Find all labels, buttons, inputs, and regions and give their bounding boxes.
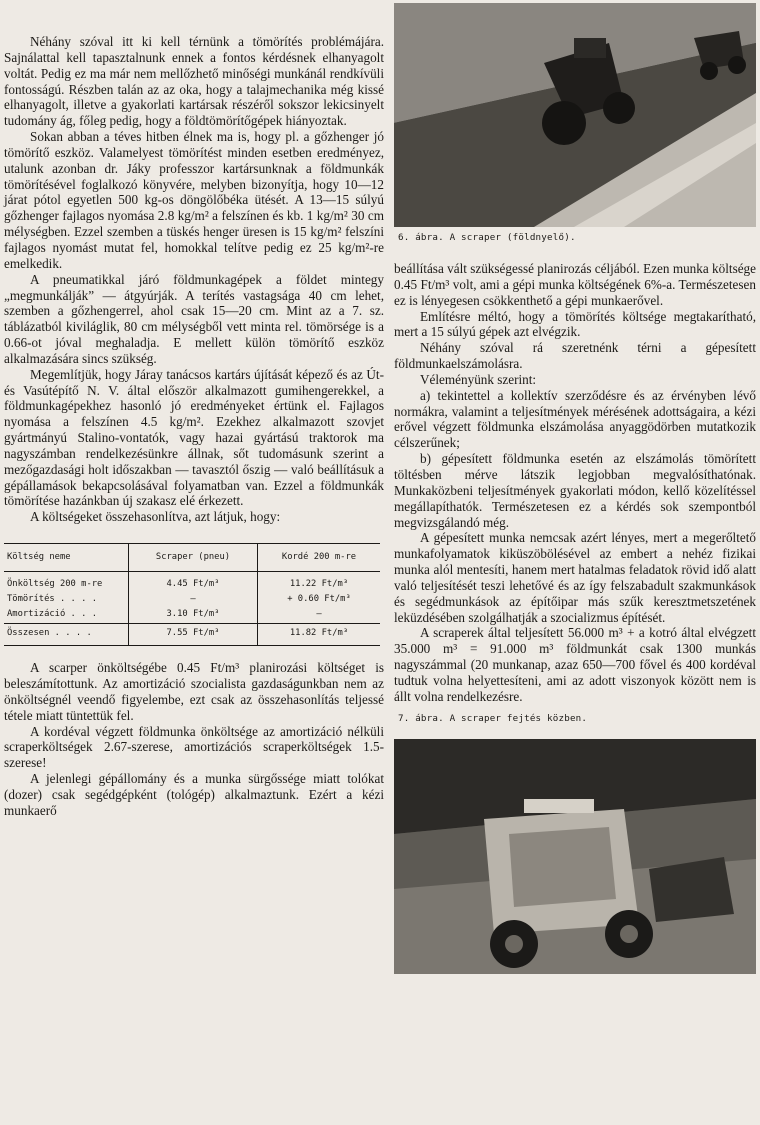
table-cell: 7.55 Ft/m³ <box>129 624 258 646</box>
table-row <box>4 608 380 624</box>
table-cell: Önköltség 200 m-re <box>4 572 129 594</box>
scraper-working-photo-image <box>394 739 756 974</box>
paragraph: A scarper önköltségébe 0.45 Ft/m³ planirozási költséget is beleszámítottunk. Az amortizáció szocialista gazdaságunkban nem az önköltségnél veendő figyelembe, ezt csak az összehasonlítás teljessé tétele miatt tüntettük fel. <box>4 660 384 723</box>
figure-7-caption: 7. ábra. A scraper fejtés közben. <box>398 712 588 724</box>
paragraph: Véleményünk szerint: <box>420 371 537 387</box>
paragraph: Néhány szóval itt ki kell térnünk a tömörítés problémájára. Sajnálattal kell tapasztalnunk ennek a fontos kérdésnek elhanyagolt voltát. Pedig ez ma már nem mellőzhető minőségi munkánál rendkívüli fontosságú. Részben talán az az oka, hogy a talajmechanika még kissé elhanyagolt, illetve a gyakorlati kartársak részéről sokszor lekicsinyelt tudomány ág, főleg pedig, hogy a földtömörítőgépek hiányoztak. <box>4 34 384 129</box>
table-cell: Amortizáció . . . <box>4 608 129 624</box>
scraper-photo-image <box>394 3 756 227</box>
table-cell: + 0.60 Ft/m³ <box>287 594 351 605</box>
paragraph: A kordéval végzett földmunka önköltsége az amortizáció nélküli scraperköltségek 2.67-szerese, amortizációs scraperköltségek 1.5-szerese! <box>4 723 384 771</box>
left-column <box>4 0 384 819</box>
paragraph: Sokan abban a téves hitben élnek ma is, hogy pl. a gőzhenger jó tömörítő eszköz. Valamelyest tömörítést minden esetben eredményez, utalunk azonban dr. Jáky professzor kartársunknak a földmunkák tömörítésével foglalkozó könyvére, melyben bizonyítja, hogy 10—12 járat pótol egyetlen 500 kg-os döngölőbéka ütését. A 13—15 súlyú gőzhenger fajlagos nyomása 2.8 kg/m² a felszínen és kb. 1 kg/m² 30 cm mélységben. Ezzel szemben a tüskés henger üresen is 15 kg/m² felszíni fajlagos nyomást mutat fel, homokkal telítve pedig ez 25 kg/m²-re emelkedik. <box>4 129 384 271</box>
figure-6-scraper-photo <box>394 3 756 227</box>
paragraph: A scraperek által teljesített 56.000 m³ + a kotró által elvégzett 35.000 m³ = 91.000 m³ földmunkát csak 1300 munkás nagyszámmal (20 munkanap, azaz 650—700 fővel és 400 kordéval tudtuk volna helyettesíteni, ami az adott viszonyok között nem is állt volna rendelkezésre. <box>394 625 756 704</box>
paragraph: A pneumatikkal járó földmunkagépek a földet mintegy „megmunkálják” — átgyúrják. A terítés vastagsága 40 cm lehet, szemben a gőzhengerrel, ahol csak 15—20 cm. Mint az a 7. sz. táblázatból kiviláglik, 80 cm mélységből vett minta rel. tömörsége is a 0.66-ot jóval meghaladja. E mellett külön tömörítő eszköz alkalmazására sincs szükség. <box>4 271 384 366</box>
table-header: Scraper (pneu) <box>129 544 258 572</box>
paragraph: a) tekintettel a kollektív szerződésre és az érvényben lévő normákra, valamint a teljesítmények mérésének adottságaira, a kézi erővel végzett földmunka elszámolása anyaggödörben mutatkozik célszerűnek; <box>394 387 756 451</box>
table-cell: Tömörítés . . . . <box>4 593 129 608</box>
figure-6-caption: 6. ábra. A scraper (földnyelő). <box>398 232 576 243</box>
right-column <box>394 0 756 974</box>
table-cell: 11.22 Ft/m³ <box>289 579 349 590</box>
table-cell: 11.82 Ft/m³ <box>258 624 381 646</box>
table-header: Kordé 200 m-re <box>258 544 381 572</box>
table-row <box>4 572 380 594</box>
paragraph: Említésre méltó, hogy a tömörítés költsége megtakarítható, mert a 15 súlyú gépek azt elvégzik. <box>394 308 756 340</box>
cost-comparison-table <box>4 543 380 646</box>
table-header: Költség neme <box>4 544 129 572</box>
table-header-row <box>4 544 380 572</box>
table-cell: Összesen . . . . <box>4 624 129 646</box>
table-row <box>4 593 380 608</box>
paragraph: A jelenlegi gépállomány és a munka sürgőssége miatt tolókat (dozer) csak segédgépként (tológép) alkalmaztunk. Ezért a kézi munkaerő <box>4 771 384 818</box>
figure-7-scraper-photo <box>394 739 756 974</box>
paragraph: b) gépesített földmunka esetén az elszámolás tömörített töltésben mérve látszik legjobban megvalósíthatónak. Munkaközbeni teljesítmények gyakorlati módon, kellő közelítéssel megállapíthatók. Természetesen ez a kérdés sok szempontból megvizsgálandó még. <box>394 451 756 530</box>
table-cell: — <box>129 593 258 608</box>
table-cell: 4.45 Ft/m³ <box>129 572 258 594</box>
table-cell: 3.10 Ft/m³ <box>129 608 258 624</box>
paragraph: A gépesített munka nemcsak azért lényes, mert a megerőltető munkafolyamatok kiküszöbölésével az embert a nehéz fizikai munka alól mentesíti, hanem mert hatalmas feladatok rövid idő alatt való teljesítését teszi lehetővé és az így felszabadult szakmunkások és segédmunkások az építőipar más szűk keresztmetszetének leküzdésében szolgálhatják a szocializmus építését. <box>394 530 756 625</box>
paragraph: Megemlítjük, hogy Járay tanácsos kartárs újítását képező és az Út- és Vasútépítő N. V. által először alkalmazott gumihengerekkel, a földmunkagépekhez hasonló jó eredményeket értünk el. Fajlagos nyomása a felszínen 4.5 kg/m². Ezekhez alkalmazott szovjet gyártmányú Stalino-vontatók, vagy hazai gyártású traktorok ma nagyszámban rendelkezésünkre állnak, sőt tudomásunk szerint a mezőgazdasági holt időszakban — tavasztól őszig — való beállításuk a gépállamások bekapcsolásával folyamatban van. Ezzel a földmunkák tömörítése hazánkban új szakasz elé érkezett. <box>4 366 384 509</box>
paragraph: Néhány szóval rá szeretnénk térni a gépesített földmunkaelszámolásra. <box>394 340 756 372</box>
paragraph: A költségeket összehasonlítva, azt látjuk, hogy: <box>30 509 281 525</box>
table-cell: — <box>316 609 322 620</box>
paragraph: beállítása vált szükségessé planirozás céljából. Ezen munka költsége 0.45 Ft/m³ volt, ami a gépi munka költségének 6%-a. Természetesen ez is lényegesen csökkenthető a gépi munkaerővel. <box>394 261 756 308</box>
table-total-row <box>4 624 380 646</box>
